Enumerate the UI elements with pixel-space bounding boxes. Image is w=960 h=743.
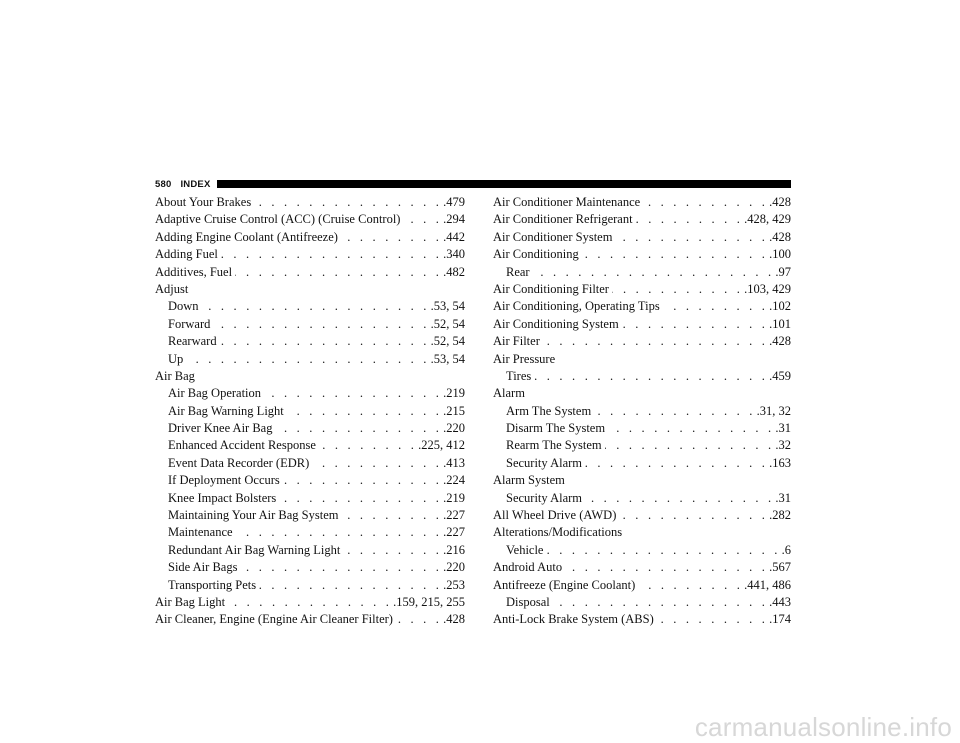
entry-pages: .31 [775, 490, 791, 505]
entry-pages: .31 [775, 421, 791, 436]
entry-label: Air Conditioner System [493, 229, 613, 244]
entry-pages: .442 [443, 229, 465, 244]
index-subentry [155, 507, 465, 524]
index-subentry [493, 264, 791, 281]
entry-label: Forward [168, 316, 211, 331]
entry-pages: .220 [443, 421, 465, 436]
entry-label: Air Conditioning [493, 247, 579, 262]
index-subentry [155, 316, 465, 333]
entry-label: Air Pressure [493, 351, 556, 366]
index-subentry [155, 472, 465, 489]
dot-leader [619, 507, 768, 524]
entry-label: Disposal [506, 594, 550, 609]
entry-label: Enhanced Accident Response [168, 438, 316, 453]
entry-label: Rearward [168, 334, 217, 349]
index-entry [155, 194, 465, 211]
index-subentry [493, 403, 791, 420]
entry-pages: .174 [769, 612, 791, 627]
index-subentry [493, 368, 791, 385]
index-column-right [493, 194, 791, 629]
entry-label: Side Air Bags [168, 560, 238, 575]
index-subentry [155, 542, 465, 559]
dot-leader [657, 611, 768, 628]
index-subentry [493, 542, 791, 559]
index-subentry [155, 490, 465, 507]
entry-label: Air Cleaner, Engine (Engine Air Cleaner Filter) [155, 612, 393, 627]
dot-leader [534, 368, 768, 385]
entry-label: Event Data Recorder (EDR) [168, 455, 310, 470]
page-header [155, 178, 791, 190]
index-entry [493, 385, 791, 402]
dot-leader [553, 594, 768, 611]
entry-pages: .428 [769, 195, 791, 209]
entry-pages: .294 [443, 212, 465, 227]
dot-leader [543, 333, 768, 350]
index-subentry [493, 420, 791, 437]
entry-pages: .100 [769, 247, 791, 262]
index-entry [155, 246, 465, 263]
entry-label: Disarm The System [506, 421, 606, 436]
entry-pages: .219 [443, 386, 465, 401]
index-entry [493, 351, 791, 368]
index-subentry [155, 437, 465, 454]
index-entry [493, 524, 791, 541]
entry-pages: .482 [443, 264, 465, 279]
index-entry [493, 229, 791, 246]
entry-label: Tires [506, 368, 532, 383]
index-subentry [493, 594, 791, 611]
index-entry [493, 211, 791, 228]
entry-label: Transporting Pets [168, 577, 257, 592]
dot-leader [403, 211, 442, 228]
entry-label: Maintaining Your Air Bag System [168, 508, 339, 523]
index-entry [493, 246, 791, 263]
dot-leader [546, 542, 780, 559]
entry-pages: .220 [443, 560, 465, 575]
entry-pages: .215 [443, 403, 465, 418]
dot-leader [254, 194, 442, 211]
index-column-left [155, 194, 465, 629]
entry-label: Security Alarm [506, 455, 583, 470]
dot-leader [585, 490, 774, 507]
entry-pages: .52, 54 [430, 316, 465, 331]
entry-pages: .443 [769, 594, 791, 609]
entry-label: Adjust [155, 281, 189, 296]
index-subentry [155, 559, 465, 576]
entry-pages: .159, 215, 255 [393, 594, 465, 609]
entry-label: Adding Fuel [155, 247, 218, 262]
index-subentry [493, 455, 791, 472]
entry-pages: .97 [775, 264, 791, 279]
dot-leader [636, 211, 744, 228]
entry-label: Air Bag Light [155, 594, 226, 609]
entry-pages: .340 [443, 247, 465, 262]
entry-pages: .225, 412 [418, 438, 465, 453]
dot-leader [608, 420, 774, 437]
index-entry [155, 594, 465, 611]
entry-pages: .163 [769, 455, 791, 470]
index-entry [155, 281, 465, 298]
entry-label: Alarm System [493, 473, 565, 488]
entry-label: Air Conditioning, Operating Tips [493, 299, 660, 314]
entry-pages: .102 [769, 299, 791, 314]
entry-label: Down [168, 299, 199, 314]
index-subentry [155, 385, 465, 402]
entry-label: All Wheel Drive (AWD) [493, 508, 617, 523]
index-subentry [155, 577, 465, 594]
entry-pages: .428 [769, 334, 791, 349]
entry-label: Adding Engine Coolant (Antifreeze) [155, 229, 338, 244]
entry-pages: .479 [443, 195, 465, 209]
dot-leader [396, 611, 442, 628]
dot-leader [186, 351, 429, 368]
entry-label: Adaptive Cruise Control (ACC) (Cruise Control) [155, 212, 401, 227]
entry-pages: .459 [769, 368, 791, 383]
dot-leader [221, 246, 442, 263]
entry-label: Air Conditioner Maintenance [493, 195, 641, 209]
dot-leader [582, 246, 768, 263]
entry-pages: .567 [769, 560, 791, 575]
dot-leader [612, 281, 743, 298]
entry-label: Anti-Lock Brake System (ABS) [493, 612, 654, 627]
index-entry [493, 298, 791, 315]
entry-label: Air Conditioning Filter [493, 281, 609, 296]
entry-label: Maintenance [168, 525, 233, 540]
entry-pages: .32 [775, 438, 791, 453]
entry-pages: .428 [769, 229, 791, 244]
entry-label: Air Bag Warning Light [168, 403, 284, 418]
index-subentry [155, 298, 465, 315]
index-entry [155, 211, 465, 228]
index-entry [493, 507, 791, 524]
index-entry [493, 194, 791, 211]
entry-pages: .413 [443, 455, 465, 470]
index-subentry [493, 490, 791, 507]
index-entry [155, 611, 465, 628]
entry-pages: .53, 54 [430, 299, 465, 314]
dot-leader [279, 490, 442, 507]
entry-label: If Deployment Occurs [168, 473, 280, 488]
dot-leader [202, 298, 430, 315]
index-entry [493, 316, 791, 333]
index-subentry [493, 437, 791, 454]
entry-label: Security Alarm [506, 490, 583, 505]
entry-pages: .103, 429 [744, 281, 791, 296]
entry-label: Rear [506, 264, 530, 279]
dot-leader [594, 403, 755, 420]
dot-leader [287, 403, 442, 420]
index-entry [155, 229, 465, 246]
index-subentry [155, 524, 465, 541]
dot-leader [259, 577, 442, 594]
entry-pages: .101 [769, 316, 791, 331]
index-subentry [155, 351, 465, 368]
index-subentry [155, 333, 465, 350]
dot-leader [643, 194, 768, 211]
index-subentry [155, 455, 465, 472]
dot-leader [342, 507, 443, 524]
dot-leader [341, 229, 442, 246]
entry-label: Additives, Fuel [155, 264, 233, 279]
section-title: INDEX [180, 178, 211, 190]
dot-leader [283, 472, 442, 489]
dot-leader [264, 385, 442, 402]
index-entry [493, 611, 791, 628]
index-entry [155, 368, 465, 385]
dot-leader [240, 559, 442, 576]
dot-leader [220, 333, 430, 350]
entry-pages: .31, 32 [756, 403, 791, 418]
entry-label: Air Conditioning System [493, 316, 619, 331]
dot-leader [235, 264, 442, 281]
entry-pages: .253 [443, 577, 465, 592]
entry-label: Rearm The System [506, 438, 602, 453]
entry-label: Alterations/Modifications [493, 525, 623, 540]
dot-leader [585, 455, 768, 472]
dot-leader [319, 437, 417, 454]
dot-leader [236, 524, 443, 541]
header-rule [217, 180, 792, 188]
index-subentry [155, 420, 465, 437]
entry-pages: .6 [781, 542, 791, 557]
entry-pages: .282 [769, 508, 791, 523]
dot-leader [565, 559, 768, 576]
entry-pages: .52, 54 [430, 334, 465, 349]
dot-leader [343, 542, 442, 559]
dot-leader [663, 298, 768, 315]
index-entry [493, 333, 791, 350]
dot-leader [533, 264, 775, 281]
dot-leader [228, 594, 392, 611]
dot-leader [605, 437, 775, 454]
dot-leader [615, 229, 768, 246]
dot-leader [213, 316, 429, 333]
entry-pages: .227 [443, 508, 465, 523]
entry-pages: .219 [443, 490, 465, 505]
index-entry [493, 472, 791, 489]
entry-label: About Your Brakes [155, 195, 252, 209]
entry-pages: .428 [443, 612, 465, 627]
index-entry [155, 264, 465, 281]
entry-pages: .441, 486 [744, 577, 791, 592]
entry-label: Air Conditioner Refrigerant [493, 212, 633, 227]
entry-pages: .216 [443, 542, 465, 557]
entry-label: Antifreeze (Engine Coolant) [493, 577, 636, 592]
entry-label: Air Bag Operation [168, 386, 262, 401]
index-subentry [155, 403, 465, 420]
dot-leader [312, 455, 442, 472]
index-entry [493, 281, 791, 298]
dot-leader [622, 316, 768, 333]
entry-label: Air Filter [493, 334, 540, 349]
entry-pages: .428, 429 [744, 212, 791, 227]
dot-leader [275, 420, 442, 437]
index-entry [493, 577, 791, 594]
entry-label: Redundant Air Bag Warning Light [168, 542, 341, 557]
dot-leader [638, 577, 743, 594]
entry-label: Android Auto [493, 560, 563, 575]
entry-pages: .227 [443, 525, 465, 540]
entry-label: Up [168, 351, 184, 366]
entry-label: Knee Impact Bolsters [168, 490, 277, 505]
index-entry [493, 559, 791, 576]
page-number: 580 [155, 178, 172, 190]
entry-label: Alarm [493, 386, 525, 401]
watermark: carmanualsonline.info [694, 712, 952, 742]
entry-pages: .53, 54 [430, 351, 465, 366]
entry-label: Driver Knee Air Bag [168, 421, 273, 436]
entry-pages: .224 [443, 473, 465, 488]
entry-label: Air Bag [155, 368, 195, 383]
entry-label: Vehicle [506, 542, 544, 557]
entry-label: Arm The System [506, 403, 592, 418]
